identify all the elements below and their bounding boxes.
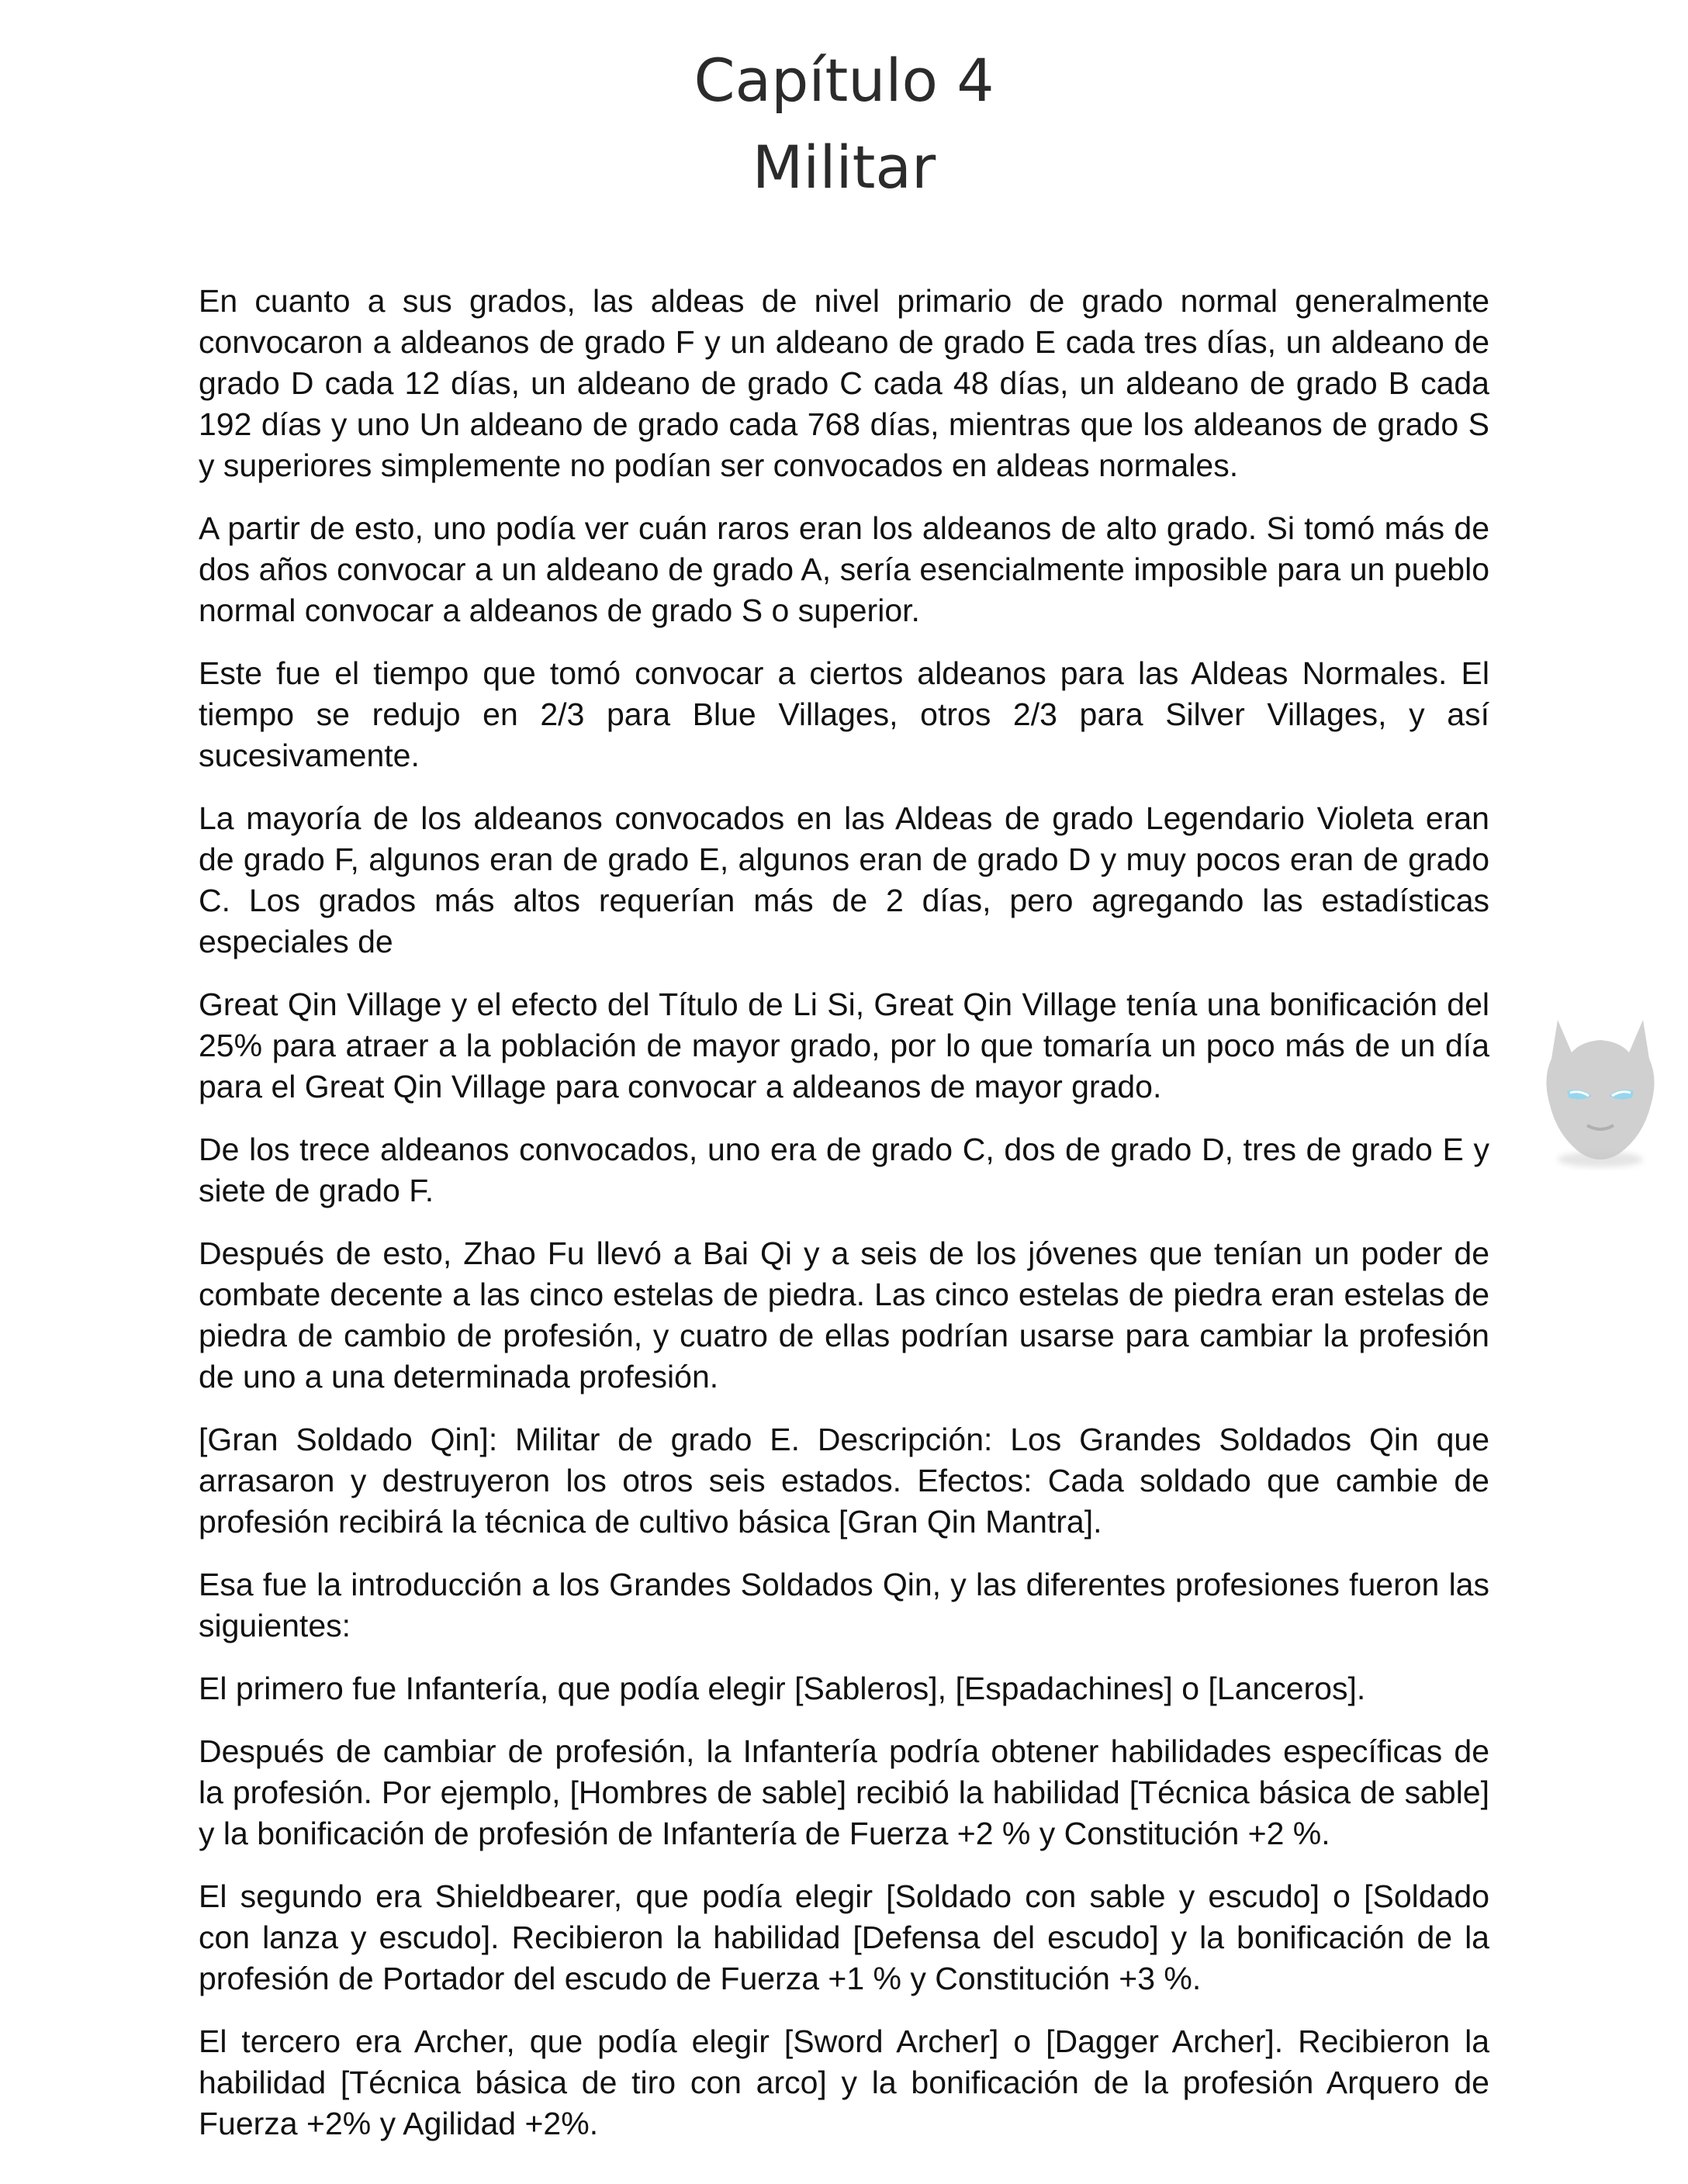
paragraph: El segundo era Shieldbearer, que podía elegir [Soldado con sable y escudo] o [Soldado con lanza y escudo]. Recibieron la habilidad [Defensa del escudo] y la bonificación de la profesión de Portador del escudo de Fuerza +1 % y Constitución +3 %.	[199, 1878, 1489, 1996]
paragraph: El tercero era Archer, que podía elegir [Sword Archer] o [Dagger Archer]. Recibieron la habilidad [Técnica básica de tiro con arco] y la bonificación de la profesión Arquero de Fuerza +2% y Agilidad +2%.	[199, 2023, 1489, 2141]
chapter-header	[0, 37, 1688, 211]
paragraph: A partir de esto, uno podía ver cuán raros eran los aldeanos de alto grado. Si tomó más de dos años convocar a un aldeano de grado A, sería esencialmente imposible para un pueblo normal convocar a aldeanos de grado S o superior.	[199, 510, 1489, 628]
paragraph: Great Qin Village y el efecto del Título de Li Si, Great Qin Village tenía una bonificación del 25% para atraer a la población de mayor grado, por lo que tomaría un poco más de un día para el Great Qin Village para convocar a aldeanos de mayor grado.	[199, 987, 1489, 1104]
paragraph: [Gran Soldado Qin]: Militar de grado E. Descripción: Los Grandes Soldados Qin que arrasaron y destruyeron los otros seis estados. Efectos: Cada soldado que cambie de profesión recibirá la técnica de cultivo básica [Gran Qin Mantra].	[199, 1422, 1489, 1540]
chapter-number: Capítulo 4	[694, 46, 994, 115]
paragraph: Esa fue la introducción a los Grandes Soldados Qin, y las diferentes profesiones fueron las siguientes:	[199, 1567, 1489, 1643]
chapter-body	[199, 281, 1489, 2166]
demon-head-icon	[1527, 1004, 1674, 1175]
paragraph: Después de cambiar de profesión, la Infantería podría obtener habilidades específicas de la profesión. Por ejemplo, [Hombres de sable] recibió la habilidad [Técnica básica de sable] y la bonificación de profesión de Infantería de Fuerza +2 % y Constitución +2 %.	[199, 1733, 1489, 1851]
paragraph: De los trece aldeanos convocados, uno era de grado C, dos de grado D, tres de grado E y siete de grado F.	[199, 1132, 1489, 1208]
paragraph: En cuanto a sus grados, las aldeas de nivel primario de grado normal generalmente convocaron a aldeanos de grado F y un aldeano de grado E cada tres días, un aldeano de grado D cada 12 días, un aldeano de grado C cada 48 días, un aldeano de grado B cada 192 días y uno Un aldeano de grado cada 768 días, mientras que los aldeanos de grado S y superiores simplemente no podían ser convocados en aldeas normales.	[199, 283, 1489, 483]
paragraph: Después de esto, Zhao Fu llevó a Bai Qi y a seis de los jóvenes que tenían un poder de combate decente a las cinco estelas de piedra. Las cinco estelas de piedra eran estelas de piedra de cambio de profesión, y cuatro de ellas podrían usarse para cambiar la profesión de uno a una determinada profesión.	[199, 1235, 1489, 1394]
paragraph: Este fue el tiempo que tomó convocar a ciertos aldeanos para las Aldeas Normales. El tiempo se redujo en 2/3 para Blue Villages, otros 2/3 para Silver Villages, y así sucesivamente.	[199, 655, 1489, 773]
paragraph: La mayoría de los aldeanos convocados en las Aldeas de grado Legendario Violeta eran de grado F, algunos eran de grado E, algunos eran de grado D y muy pocos eran de grado C. Los grados más altos requerían más de 2 días, pero agregando las estadísticas especiales de	[199, 800, 1489, 959]
chapter-title: Militar	[752, 133, 936, 202]
paragraph: El primero fue Infantería, que podía elegir [Sableros], [Espadachines] o [Lanceros].	[199, 1671, 1366, 1706]
